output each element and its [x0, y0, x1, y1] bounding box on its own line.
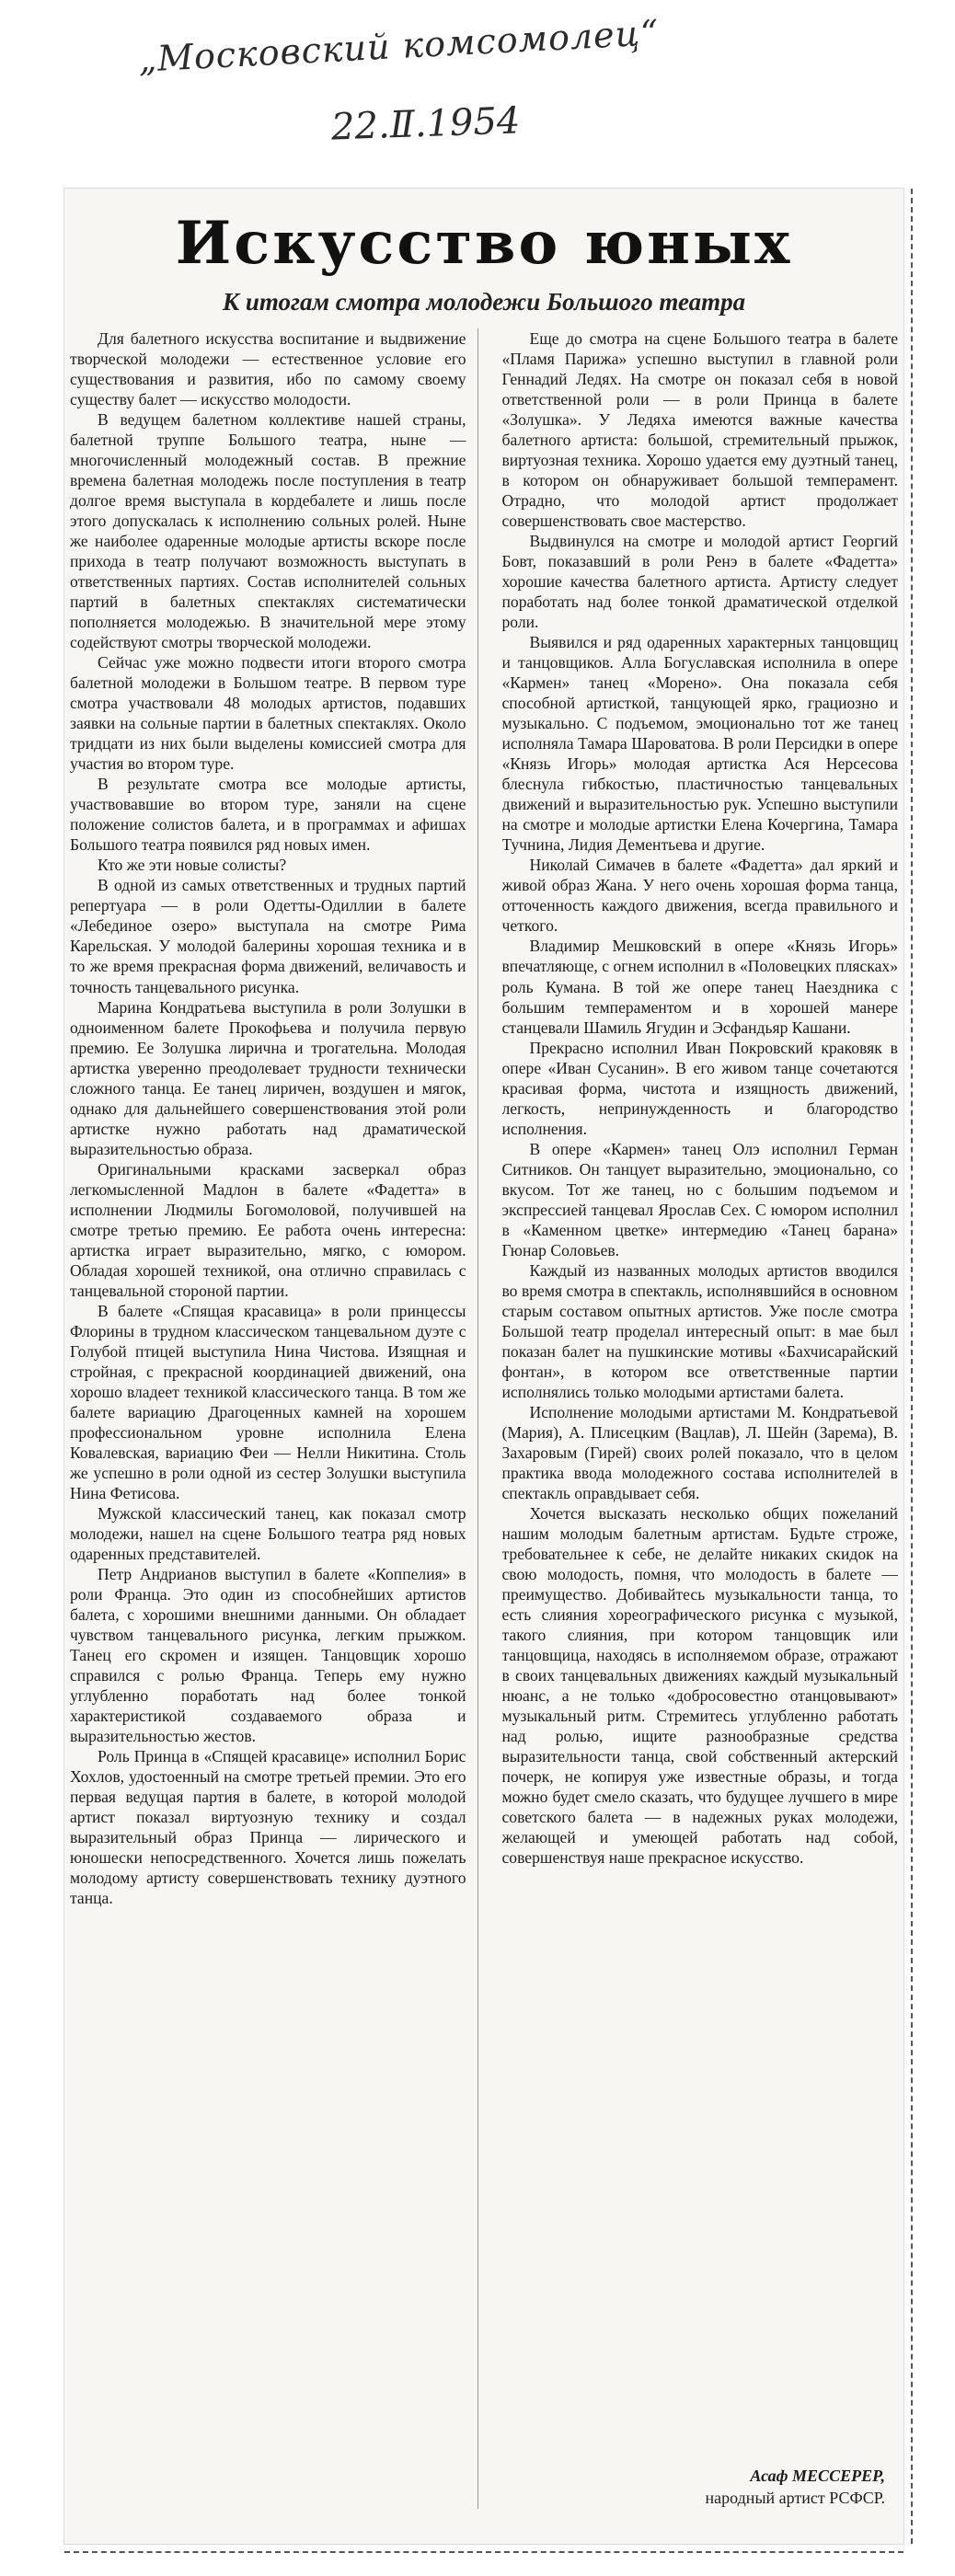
paragraph: Мужской классический танец, как показал смотр молодежи, нашел на сцене Большого театра ряд новых одаренных представителей. — [70, 1503, 466, 1563]
article-body — [70, 328, 898, 2509]
paragraph: Для балетного искусства воспитание и выдвижение творческой молодежи — естественное условие его существования и развития, ибо по самому своему существу балет — искусство молодости. — [70, 329, 466, 409]
paragraph: Выявился и ряд одаренных характерных танцовщиц и танцовщиков. Алла Богуславская исполнила в опере «Кармен» танец «Морено». Она показала себя способной артисткой, танцующей ярко, грациозно и музыкально. С подъемом, эмоционально тот же танец исполняла Тамара Шароватова. В роли Персидки в опере «Князь Игорь» молодая артистка Ася Нерсесова блеснула гибкостью, пластичностью танцевальных движений и выразительностью рук. Успешно выступили на смотре и молодые артистки Елена Кочергина, Тамара Тучнина, Лидия Дементьева и другие. — [501, 633, 898, 855]
paragraph: В балете «Спящая красавица» в роли принцессы Флорины в трудном классическом танцевальном дуэте с Голубой птицей выступила Нина Чистова. Изящная и стройная, с прекрасной координацией движений, она хорошо владеет техникой классического танца. В том же балете вариацию Драгоценных камней на хорошем профессиональном уровне исполнила Елена Ковалевская, вариацию Феи — Нелли Никитина. Столь же успешно в роли одной из сестер Золушки выступила Нина Фетисова. — [70, 1301, 466, 1502]
paragraph: Прекрасно исполнил Иван Покровский краковяк в опере «Иван Сусанин». В его живом танце сочетаются красивая форма, чистота и изящность движений, легкость, непринужденность и благородство исполнения. — [501, 1038, 898, 1138]
paragraph: Оригинальными красками засверкал образ легкомысленной Мадлон в балете «Фадетта» в исполнении Людмилы Богомоловой, получившей на смотре третью премию. Ее работа очень интересна: артистка играет выразительно, мягко, с юмором. Обладая хорошей техникой, она отлично справилась с танцевальной стороной партии. — [70, 1159, 466, 1300]
article-column-left — [70, 328, 478, 2509]
article-signature — [706, 2465, 885, 2510]
paragraph: Исполнение молодыми артистами М. Кондратьевой (Мария), А. Плисецким (Вацлав), Л. Шейн (Зарема), В. Захаровым (Гирей) своих ролей показало, что в целом практика ввода молодежного состава исполнителей в спектакль оправдывает себя. — [501, 1402, 898, 1502]
paragraph: Марина Кондратьева выступила в роли Золушки в одноименном балете Прокофьева и получила первую премию. Ее Золушка лирична и трогательна. Молодая артистка уверенно преодолевает трудности технически сложного танца. Ее танец лиричен, воздушен и мягок, однако для дальнейшего совершенствования этой роли артистке нужно работать над драматической выразительностью образа. — [70, 997, 466, 1158]
paragraph: Роль Принца в «Спящей красавице» исполнил Борис Хохлов, удостоенный на смотре третьей премии. Это его первая ведущая партия в балете, в которой молодой артист показал виртуозную технику и создал выразительный образ Принца — лирического и юношески непосредственного. Хочется лишь пожелать молодому артисту совершенствовать технику дуэтного танца. — [70, 1747, 466, 1908]
paragraph: Николай Симачев в балете «Фадетта» дал яркий и живой образ Жана. У него очень хорошая форма танца, отточенность каждого движения, всегда правильного и четкого. — [501, 856, 898, 936]
paragraph: Выдвинулся на смотре и молодой артист Георгий Бовт, показавший в роли Ренэ в балете «Фадетта» хорошие качества балетного артиста. Артисту следует поработать над более тонкой драматической отделкой роли. — [501, 532, 898, 632]
clipping-cut-edge-right — [907, 189, 913, 2544]
handwritten-date-note: 22.Ⅱ.1954 — [330, 99, 522, 149]
clipping-cut-edge-bottom — [64, 2547, 903, 2553]
paragraph: В ведущем балетном коллективе нашей страны, балетной труппе Большого театра, ныне — многочисленный молодежный состав. В прежние времена балетная молодежь после поступления в театр долгое время выступала в кордебалете и лишь после этого допускалась к исполнению сольных ролей. Ныне же наиболее одаренные молодые артисты вскоре после прихода в театр получают возможность выступать в ответственных партиях. Состав исполнителей сольных партий в балетных спектаклях систематически пополняется молодежью. В значительной мере этому содействуют смотры творческой молодежи. — [70, 410, 466, 652]
paragraph: Сейчас уже можно подвести итоги второго смотра балетной молодежи в Большом театре. В первом туре смотра участвовали 48 молодых артистов, подавших заявки на сольные партии в балетных спектаклях. Около тридцати из них были выделены комиссией смотра для участия во втором туре. — [70, 653, 466, 774]
author-title: народный артист РСФСР. — [705, 2489, 885, 2508]
author-name: Асаф МЕССЕРЕР, — [750, 2467, 885, 2485]
paragraph: Петр Андрианов выступил в балете «Коппелия» в роли Франца. Это один из способнейших артистов балета, с хорошими внешними данными. Он обладает чувством танцевального рисунка, легким прыжком. Танец его скромен и изящен. Танцовщик хорошо справился с ролью Франца. Теперь ему нужно углубленно поработать над более тонкой характеристикой создаваемого образа и выразительностью жестов. — [70, 1564, 466, 1746]
paragraph: Каждый из названных молодых артистов вводился во время смотра в спектакль, исполнявшийся в основном старым составом опытных артистов. Уже после смотра Большой театр проделал интересный опыт: в мае был показан балет на пушкинские мотивы «Бахчисарайский фонтан», в котором все ответственные партии исполнялись только молодыми артистами балета. — [501, 1260, 898, 1401]
article-title: Искусство юных — [175, 209, 793, 278]
paragraph: Еще до смотра на сцене Большого театра в балете «Пламя Парижа» успешно выступил в главной роли Геннадий Ледях. На смотре он показал себя в новой ответственной роли — в роли Принца в балете «Золушка». У Ледяха имеются важные качества балетного артиста: большой, стремительный прыжок, виртуозная техника. Хорошо удается ему дуэтный танец, в котором он обнаруживает большой темперамент. Отрадно, что молодой артист продолжает совершенствовать свое мастерство. — [501, 329, 898, 531]
paragraph: В опере «Кармен» танец Олэ исполнил Герман Ситников. Он танцует выразительно, эмоционально, со вкусом. Тот же танец, но с большим подъемом и экспрессией танцевал Ярослав Сех. С юмором исполнил в «Каменном цветке» интермедию «Танец барана» Гюнар Соловьев. — [501, 1139, 898, 1259]
article-column-right — [502, 328, 899, 2509]
newspaper-clipping — [64, 189, 903, 2544]
paragraph: Кто же эти новые солисты? — [98, 856, 287, 875]
paragraph: В результате смотра все молодые артисты, участвовавшие во втором туре, заняли на сцене положение солистов балета, и в программах и афишах Большого театра появился ряд новых имен. — [70, 775, 466, 855]
paragraph: Хочется высказать несколько общих пожеланий нашим молодым балетным артистам. Будьте строже, требовательнее к себе, не делайте никаких скидок на свою молодость, помня, что молодость в балете — преимущество. Добивайтесь музыкальности танца, то есть слияния хореографического рисунка с музыкой, такого слияния, при котором танцовщик или танцовщица, находясь в исполняемом образе, отражают в своих танцевальных движениях каждый музыкальный нюанс, а не только «добросовестно отанцовывают» музыкальный ритм. Стремитесь углубленно работать над ролью, ищите разнообразные средства выразительности танца, свой собственный актерский почерк, не копируя уже известные образы, и тогда можно будет смело сказать, что будущее лучшего в мире советского балета — в надежных руках молодежи, желающей и умеющей работать над собой, совершенствуя наше прекрасное искусство. — [501, 1503, 898, 1868]
paragraph: Владимир Мешковский в опере «Князь Игорь» впечатляюще, с огнем исполнил в «Половецких плясках» роль Кумана. В той же опере танец Наездника с большим темпераментом и в хорошей манере станцевали Шамиль Ягудин и Эсфандьяр Кашани. — [501, 937, 898, 1037]
article-subtitle: К итогам смотра молодежи Большого театра — [222, 288, 746, 316]
paragraph: В одной из самых ответственных и трудных партий репертуара — в роли Одетты-Одиллии в балете «Лебединое озеро» выступала на смотре Рима Карельская. У молодой балерины хорошая техника и в то же время прекрасная форма движений, величавость и точность танцевального рисунка. — [70, 876, 466, 996]
handwritten-source-note: „Московский комсомолец“ — [137, 12, 661, 80]
